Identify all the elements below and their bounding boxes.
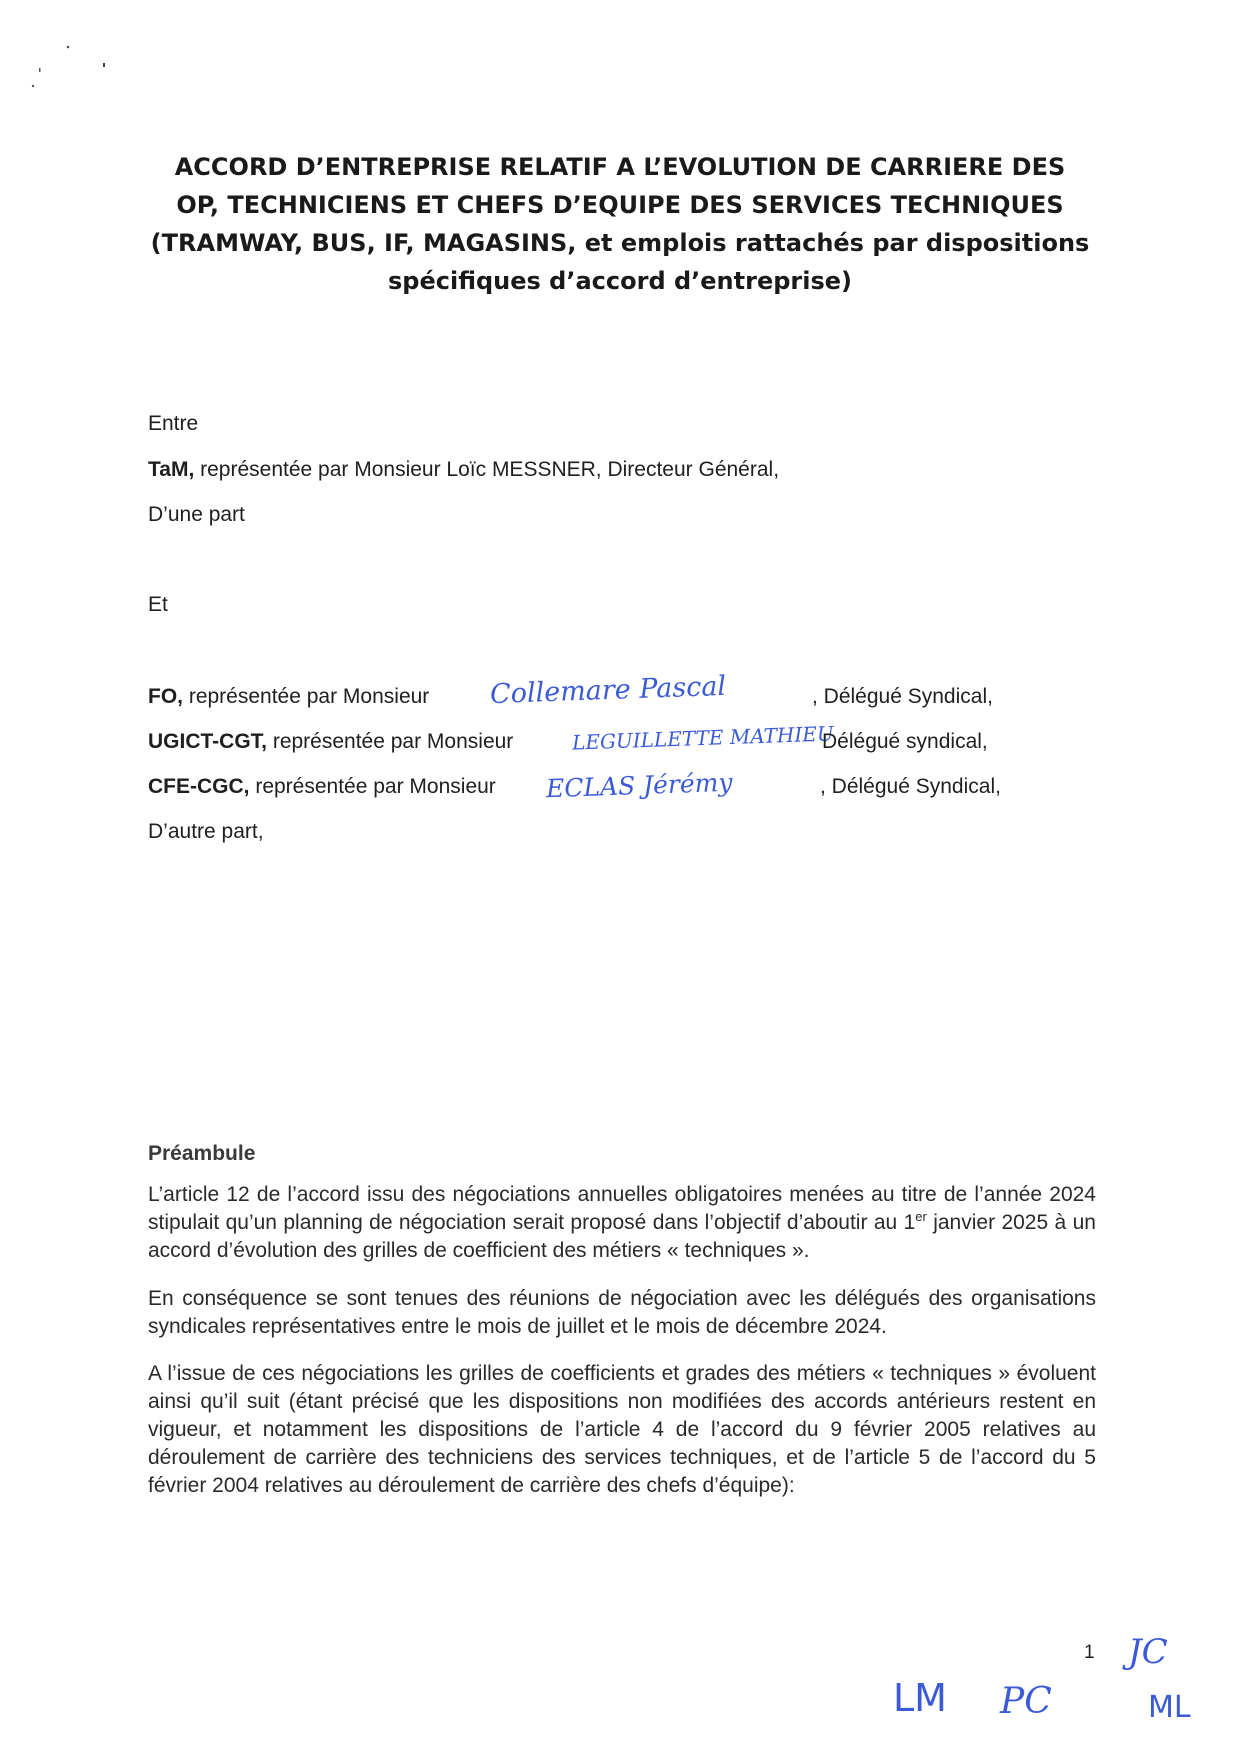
party-cgt-org: UGICT-CGT, <box>148 730 267 753</box>
party-tam-org: TaM, <box>148 458 195 481</box>
cgt-delegate-handwritten-name: LEGUILLETTE MATHIEU <box>571 721 835 755</box>
cfe-delegate-role: , Délégué Syndical, <box>820 775 1001 798</box>
preambule-paragraph-2: En conséquence se sont tenues des réunions de négociation avec les délégués des organisations syndicales représentatives entre le mois de juillet et le mois de décembre 2024. <box>148 1287 1096 1338</box>
preambule-p1-end: janvier 2025 à un accord d’évolution des grilles de coefficient des métiers « techniques ». <box>148 1211 1096 1262</box>
initials-jc: JC <box>1128 1632 1168 1672</box>
initials-lm: LM <box>893 1676 947 1720</box>
cfe-delegate-handwritten-name: ECLAS Jérémy <box>545 767 733 804</box>
document-title <box>150 148 1090 300</box>
initials-pc: PC <box>1000 1681 1052 1722</box>
preambule-paragraph-1 <box>148 1181 1096 1265</box>
dune-part-label: D’une part <box>148 503 245 526</box>
party-tam <box>148 456 779 484</box>
fo-delegate-role: , Délégué Syndical, <box>812 685 993 708</box>
initials-ml: ML <box>1148 1690 1191 1725</box>
page-number: 1 <box>1084 1642 1095 1663</box>
party-fo <box>148 683 429 711</box>
scan-specks <box>30 45 130 105</box>
title-line-4: spécifiques d’accord d’entreprise) <box>388 267 852 295</box>
preambule-p1-superscript: er <box>915 1209 927 1224</box>
entre-label: Entre <box>148 412 199 435</box>
party-cgt-text: représentée par Monsieur <box>267 730 514 753</box>
title-line-3: (TRAMWAY, BUS, IF, MAGASINS, et emplois rattachés par dispositions <box>150 229 1090 257</box>
cgt-delegate-role: Délégué syndical, <box>822 730 988 753</box>
et-label: Et <box>148 593 168 616</box>
party-fo-org: FO, <box>148 685 183 708</box>
party-tam-text: représentée par Monsieur Loïc MESSNER, Directeur Général, <box>194 458 780 481</box>
fo-delegate-handwritten-name: Collemare Pascal <box>489 670 727 711</box>
preambule-p1-start: L’article 12 de l’accord issu des négociations annuelles obligatoires menées au titre de l’année 2024 stipulait qu’un planning de négociation serait proposé dans l’objectif d’aboutir au 1 <box>148 1183 1096 1234</box>
title-line-1: ACCORD D’ENTREPRISE RELATIF A L’EVOLUTION DE CARRIERE DES <box>174 153 1066 181</box>
dautre-part-label: D’autre part, <box>148 820 264 843</box>
party-cfe-text: représentée par Monsieur <box>249 775 496 798</box>
party-cfe <box>148 773 496 801</box>
preambule-paragraph-3: A l’issue de ces négociations les grilles de coefficients et grades des métiers « techniques » évoluent ainsi qu’il suit (étant précisé que les dispositions non modifiées des accords antérieurs restent en vigueur, et notamment les dispositions de l’article 4 de l’accord du 9 février 2005 relatives au déroulement de carrière des techniciens des services techniques, et de l’article 5 de l’accord du 5 février 2004 relatives au déroulement de carrière des chefs d’équipe): <box>148 1362 1096 1497</box>
title-line-2: OP, TECHNICIENS ET CHEFS D’EQUIPE DES SERVICES TECHNIQUES <box>176 191 1064 219</box>
party-cgt <box>148 728 513 756</box>
preambule-heading: Préambule <box>148 1142 256 1165</box>
party-cfe-org: CFE-CGC, <box>148 775 250 798</box>
party-fo-text: représentée par Monsieur <box>183 685 430 708</box>
